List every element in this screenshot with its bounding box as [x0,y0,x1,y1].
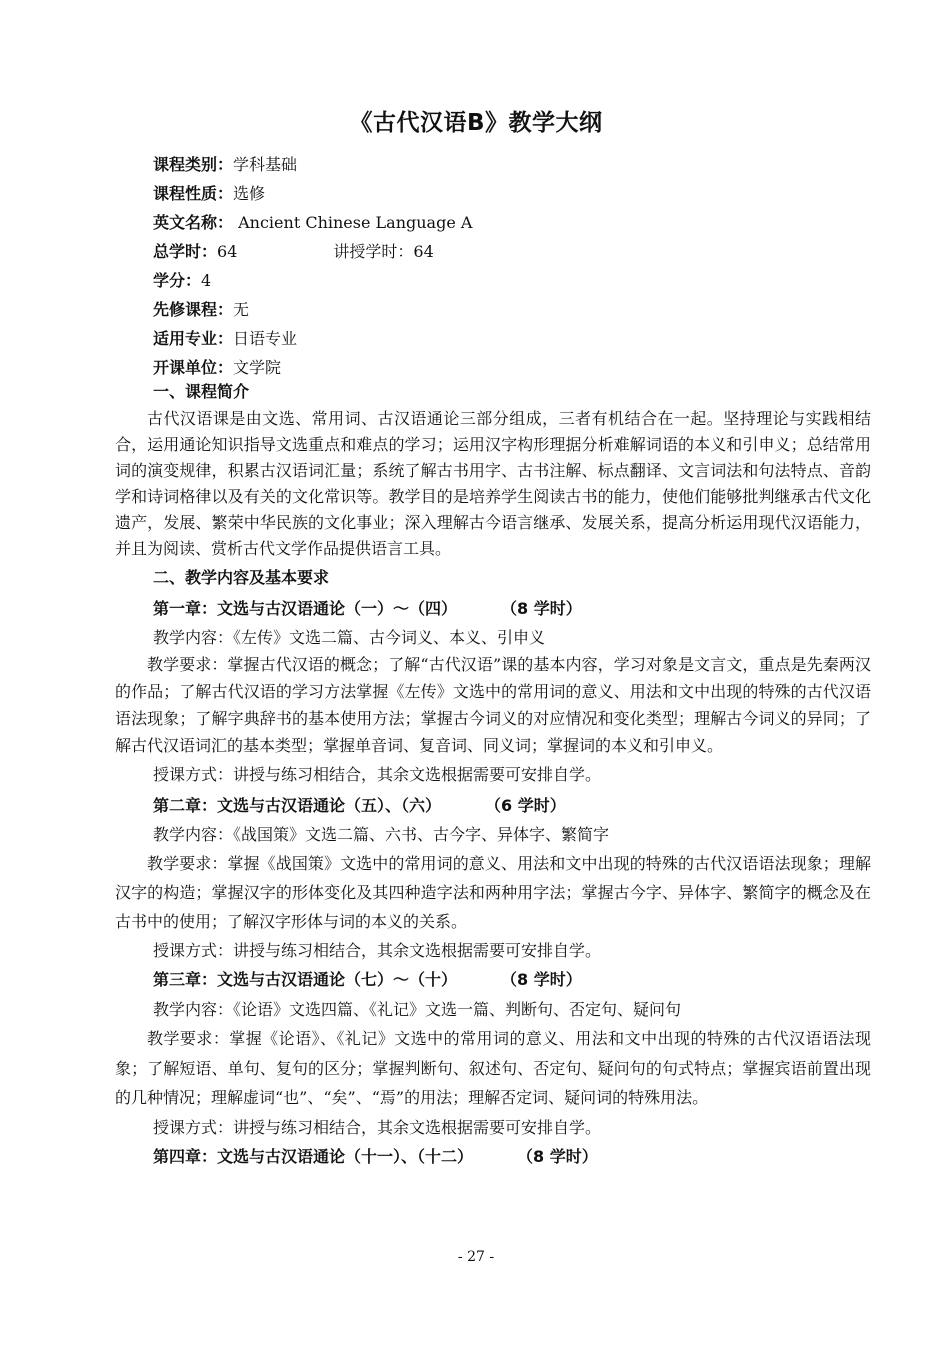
meta-english-name [153,208,472,237]
meta-lecture-hours-value: 64 [413,242,434,261]
chapter-1-content: 教学内容：《左传》文选二篇、古今词义、本义、引申义 [153,628,546,647]
meta-major [153,324,472,353]
chapter-4-title: 第四章：文选与古汉语通论（十一）、（十二） （8 学时） [153,1147,598,1166]
chapter-3-title: 第三章：文选与古汉语通论（七）～（十） （8 学时） [153,970,582,989]
meta-total-hours-value: 64 [217,242,238,261]
section-heading-content: 二、教学内容及基本要求 [153,568,330,587]
document-body [115,378,871,1171]
chapter-4 [115,1142,871,1171]
chapter-4-hours: （8 学时） [517,1147,598,1166]
meta-nature-value: 选修 [233,184,266,203]
chapter-2-requirements: 教学要求：掌握《战国策》文选中的常用词的意义、用法和文中出现的特殊的古代汉语语法现象；理解汉字的构造；掌握汉字的形体变化及其四种造字法和两种用字法；掌握古今字、异体字、繁简字的概念及在古书中的使用；了解汉字形体与词的本义的关系。 [115,854,871,931]
chapter-2-title: 第二章：文选与古汉语通论（五）、（六） （6 学时） [153,796,566,815]
meta-category [153,150,472,179]
chapter-2-method: 授课方式：讲授与练习相结合，其余文选根据需要可安排自学。 [153,941,602,960]
meta-unit-value: 文学院 [233,358,282,377]
meta-nature [153,179,472,208]
course-meta [153,150,472,382]
meta-lecture-hours-label: 讲授学时： [333,242,414,261]
chapter-3-hours: （8 学时） [501,970,582,989]
meta-credits-value: 4 [201,271,212,290]
chapter-2 [115,791,871,965]
chapter-1-requirements: 教学要求：掌握古代汉语的概念；了解“古代汉语”课的基本内容，学习对象是文言文，重点是先秦两汉的作品；了解古代汉语的学习方法掌握《左传》文选中的常用词的意义、用法和文中出现的特殊的古代汉语语法现象；了解字典辞书的基本使用方法；掌握古今词义的对应情况和变化类型；理解古今词义的异同；了解古代汉语词汇的基本类型；掌握单音词、复音词、同义词；掌握词的本义和引申义。 [115,655,871,755]
chapter-3-requirements: 教学要求：掌握《论语》、《礼记》文选中的常用词的意义、用法和文中出现的特殊的古代汉语语法现象；了解短语、单句、复句的区分；掌握判断句、叙述句、否定句、疑问句的句式特点；掌握宾语前置出现的几种情况；理解虚词“也”、“矣”、“焉”的用法；理解否定词、疑问词的特殊用法。 [115,1029,871,1107]
meta-prereq-label: 先修课程： [153,300,234,319]
section-heading-intro: 一、课程简介 [153,382,250,401]
chapter-3 [115,965,871,1142]
chapter-1-hours: （8 学时） [501,599,582,618]
page-number: - 27 - [457,1249,495,1265]
meta-category-label: 课程类别： [153,155,234,174]
chapter-1 [115,594,871,791]
chapter-1-method: 授课方式：讲授与练习相结合，其余文选根据需要可安排自学。 [153,765,602,784]
chapter-2-content: 教学内容：《战国策》文选二篇、六书、古今字、异体字、繁简字 [153,825,610,844]
chapter-3-method: 授课方式：讲授与练习相结合，其余文选根据需要可安排自学。 [153,1117,602,1137]
chapter-1-title: 第一章：文选与古汉语通论（一）～（四） （8 学时） [153,599,582,618]
section-content [115,562,871,1171]
meta-nature-label: 课程性质： [153,184,234,203]
intro-paragraph: 古代汉语课是由文选、常用词、古汉语通论三部分组成，三者有机结合在一起。坚持理论与实践相结合，运用通论知识指导文选重点和难点的学习；运用汉字构形理据分析难解词语的本义和引申义；总结常用词的演变规律，积累古汉语词汇量；系统了解古书用字、古书注解、标点翻译、文言词法和句法特点、音韵学和诗词格律以及有关的文化常识等。教学目的是培养学生阅读古书的能力，使他们能够批判继承古代文化遗产，发展、繁荣中华民族的文化事业；深入理解古今语言继承、发展关系，提高分析运用现代汉语能力，并且为阅读、赏析古代文学作品提供语言工具。 [115,409,871,558]
meta-unit-label: 开课单位： [153,358,234,377]
chapter-2-hours: （6 学时） [485,796,566,815]
meta-credits-label: 学分： [153,271,202,290]
meta-major-value: 日语专业 [233,329,298,348]
meta-total-hours-label: 总学时： [153,242,218,261]
meta-hours [153,237,472,266]
meta-prereq-value: 无 [233,300,250,319]
meta-prerequisite [153,295,472,324]
meta-category-value: 学科基础 [233,155,298,174]
meta-english-value: Ancient Chinese Language A [233,213,473,232]
meta-credits [153,266,472,295]
document-title: 《古代汉语B》教学大纲 [349,110,603,136]
section-intro [115,378,871,562]
chapter-3-content: 教学内容：《论语》文选四篇、《礼记》文选一篇、判断句、否定句、疑问句 [153,999,682,1019]
meta-major-label: 适用专业： [153,329,234,348]
meta-english-label: 英文名称： [153,213,234,232]
